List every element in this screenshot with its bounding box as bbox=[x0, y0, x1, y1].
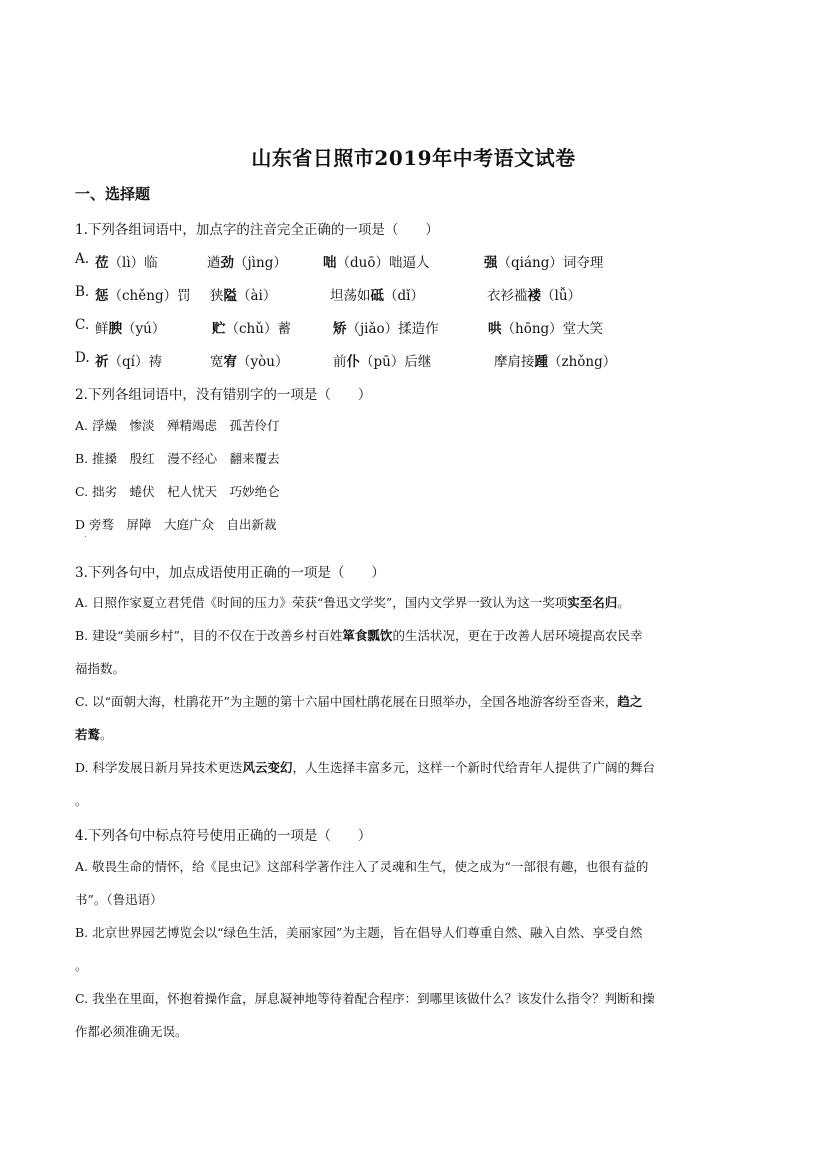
q1-word: 宽宥（yòu） bbox=[210, 354, 289, 370]
q1-word: 贮（chǔ）蓄 bbox=[212, 321, 291, 337]
q4-option-a-line2: 书”。（鲁迅语） bbox=[75, 892, 163, 907]
q1-word: 摩肩接踵（zhǒng） bbox=[494, 354, 617, 370]
q1-option-label: A. bbox=[75, 251, 90, 267]
dotted-char: 哄 bbox=[488, 321, 502, 337]
q3-option-d-line1: D. 科学发展日新月异技术更迭风云变幻，人生选择丰富多元，这样一个新时代给青年人提供了广阔的舞台 bbox=[75, 760, 656, 775]
dotted-char: 仆 bbox=[346, 354, 360, 370]
q4-stem: 4.下列各句中标点符号使用正确的一项是（ ） bbox=[75, 828, 372, 844]
q1-word: 鲜腴（yú） bbox=[95, 321, 166, 337]
dotted-char: 砥 bbox=[370, 288, 384, 304]
q1-option-label: C. bbox=[75, 317, 90, 333]
q1-word: 咄（duō）咄逼人 bbox=[323, 255, 430, 271]
q2-stem: 2.下列各组词语中，没有错别字的一项是（ ） bbox=[75, 387, 372, 403]
dotted-char: 宥 bbox=[223, 354, 237, 370]
page-title: 山东省日照市2019年中考语文试卷 bbox=[251, 146, 576, 170]
q1-option-label: D. bbox=[75, 350, 90, 366]
q1-word: 坦荡如砥（dǐ） bbox=[330, 288, 424, 304]
q3-option-b-line2: 福指数。 bbox=[75, 661, 126, 676]
dotted-char: 踵 bbox=[534, 354, 548, 370]
q3-b-idiom: 箪食瓢饮 bbox=[342, 628, 393, 643]
dotted-char: 矫 bbox=[333, 321, 347, 337]
q1-word: 强（qiáng）词夺理 bbox=[484, 255, 604, 271]
q4-option-a-line1: A. 敬畏生命的情怀，给《昆虫记》这部科学著作注入了灵魂和生气，使之成为“一部很有趣，也很有益的 bbox=[75, 859, 649, 874]
q1-option-label: B. bbox=[75, 284, 90, 300]
q1-word: 前仆（pū）后继 bbox=[333, 354, 432, 370]
dotted-char: 劲 bbox=[220, 255, 234, 271]
dotted-char: 惩 bbox=[95, 288, 109, 304]
q3-c-idiom-part1: 趋之 bbox=[617, 694, 643, 709]
q4-option-b-line2: 。 bbox=[75, 958, 88, 973]
q2-option-d: D 旁骛 屏障 大庭广众 自出新裁 bbox=[75, 517, 277, 532]
q1-word: 祈（qí）祷 bbox=[95, 354, 162, 370]
q3-option-a: A. 日照作家夏立君凭借《时间的压力》荣获“鲁迅文学奖”，国内文学界一致认为这一奖项实至名归。 bbox=[75, 595, 630, 610]
q3-option-b-line1: B. 建设“美丽乡村”，目的不仅在于改善乡村百姓箪食瓢饮的生活状况，更在于改善人居环境提高农民幸 bbox=[75, 628, 643, 643]
q4-option-c-line1: C. 我坐在里面，怀抱着操作盒，屏息凝神地等待着配合程序：到哪里该做什么？该发什么指令？判断和操 bbox=[75, 991, 655, 1006]
q1-word: 哄（hōng）堂大笑 bbox=[488, 321, 604, 337]
q4-option-c-line2: 作都必须准确无误。 bbox=[75, 1024, 188, 1039]
q3-option-c-line2: 若鹜。 bbox=[75, 727, 113, 742]
q3-stem: 3.下列各句中，加点成语使用正确的一项是（ ） bbox=[75, 565, 385, 581]
q3-option-c-line1: C. 以“面朝大海，杜鹃花开”为主题的第十六届中国杜鹃花展在日照举办，全国各地游客纷至沓来，趋之 bbox=[75, 694, 643, 709]
dotted-char: 莅 bbox=[95, 255, 109, 271]
q2-option-b: B. 推搡 殷红 漫不经心 翻来覆去 bbox=[75, 451, 280, 466]
stray-mark: . bbox=[84, 530, 87, 539]
dotted-char: 褛 bbox=[527, 288, 541, 304]
dotted-char: 强 bbox=[484, 255, 498, 271]
q1-word: 衣衫褴褛（lǚ） bbox=[487, 288, 582, 304]
q2-option-a: A. 浮燥 惨淡 殚精竭虑 孤苦伶仃 bbox=[75, 418, 280, 433]
q2-option-c: C. 拙劣 蜷伏 杞人忧天 巧妙绝仑 bbox=[75, 484, 280, 499]
q3-c-idiom-part2: 若鹜 bbox=[75, 727, 101, 742]
q1-word: 莅（lì）临 bbox=[95, 255, 158, 271]
q1-word: 狭隘（ài） bbox=[210, 288, 277, 304]
section-heading: 一、选择题 bbox=[75, 185, 151, 203]
q1-word: 遒劲（jìng） bbox=[207, 255, 287, 271]
dotted-char: 咄 bbox=[323, 255, 337, 271]
dotted-char: 祈 bbox=[95, 354, 109, 370]
dotted-char: 隘 bbox=[223, 288, 237, 304]
q1-word: 矫（jiǎo）揉造作 bbox=[333, 321, 439, 337]
q3-a-idiom: 实至名归 bbox=[567, 595, 618, 610]
q1-word: 惩（chěng）罚 bbox=[95, 288, 191, 304]
q1-stem: 1.下列各组词语中，加点字的注音完全正确的一项是（ ） bbox=[75, 222, 439, 238]
dotted-char: 贮 bbox=[212, 321, 226, 337]
dotted-char: 腴 bbox=[108, 321, 122, 337]
q3-d-idiom: 风云变幻 bbox=[242, 760, 293, 775]
q4-option-b-line1: B. 北京世界园艺博览会以“绿色生活，美丽家园”为主题，旨在倡导人们尊重自然、融入自然、享受自然 bbox=[75, 925, 643, 940]
q3-option-d-line2: 。 bbox=[75, 793, 88, 808]
